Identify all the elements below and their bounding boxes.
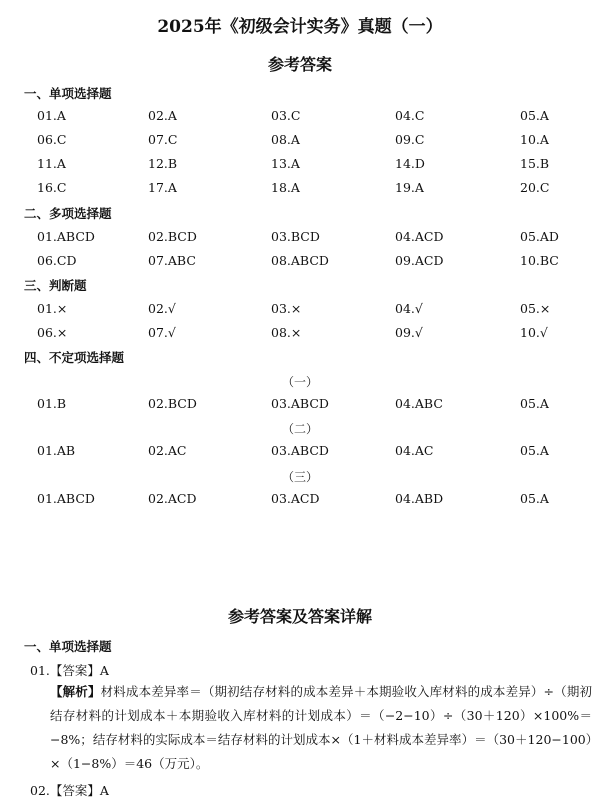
answer-cell: 07.√ — [148, 325, 176, 340]
answer-cell: 02.A — [148, 108, 177, 123]
q2-answer: 02.【答案】A — [30, 783, 109, 798]
exam-title: 2025年《初级会计实务》真题（一） — [157, 17, 443, 37]
answer-cell: 06.CD — [37, 253, 77, 268]
answer-cell: 01.AB — [37, 443, 76, 458]
answer-cell: 09.C — [395, 132, 425, 147]
group-label: （一） — [281, 375, 318, 389]
answer-cell: 02.BCD — [148, 396, 197, 411]
answer-cell: 02.AC — [148, 443, 187, 458]
answer-cell: 09.ACD — [395, 253, 444, 268]
answer-cell: 05.A — [520, 443, 549, 458]
single-row-4 — [0, 180, 600, 198]
answer-cell: 08.ABCD — [271, 253, 329, 268]
answer-cell: 04.C — [395, 108, 425, 123]
group-label: （二） — [281, 422, 318, 436]
answer-cell: 04.AC — [395, 443, 434, 458]
answer-cell: 12.B — [148, 156, 178, 171]
q1-answer: 01.【答案】A — [30, 663, 109, 678]
answer-cell: 06.C — [37, 132, 67, 147]
answer-cell: 08.A — [271, 132, 300, 147]
answer-cell: 03.BCD — [271, 229, 320, 244]
answer-cell: 05.A — [520, 491, 549, 506]
answer-cell: 01.ABCD — [37, 229, 95, 244]
indefinite-row-3 — [0, 491, 600, 509]
answer-cell: 14.D — [395, 156, 425, 171]
answer-cell: 04.ABD — [395, 491, 444, 506]
judge-row-2 — [0, 325, 600, 343]
answer-cell: 17.A — [148, 180, 177, 195]
answer-cell: 02.ACD — [148, 491, 197, 506]
answer-cell: 05.A — [520, 108, 549, 123]
q1-analysis — [50, 680, 592, 776]
answer-cell: 04.ABC — [395, 396, 443, 411]
answer-cell: 01.ABCD — [37, 491, 95, 506]
answer-cell: 13.A — [271, 156, 300, 171]
answer-cell: 05.× — [520, 301, 551, 316]
answer-cell: 04.√ — [395, 301, 423, 316]
answer-cell: 08.× — [271, 325, 302, 340]
answer-cell: 02.√ — [148, 301, 176, 316]
section-indefinite-choice: 四、不定项选择题 — [24, 350, 125, 365]
answer-cell: 07.ABC — [148, 253, 196, 268]
section-single-choice: 一、单项选择题 — [24, 86, 112, 101]
section-multiple-choice: 二、多项选择题 — [24, 206, 112, 221]
judge-row-1 — [0, 301, 600, 319]
answer-cell: 03.ABCD — [271, 443, 329, 458]
single-row-1 — [0, 108, 600, 126]
answer-cell: 01.× — [37, 301, 68, 316]
indefinite-row-1 — [0, 396, 600, 414]
section-true-false: 三、判断题 — [24, 278, 87, 293]
group-label: （三） — [281, 470, 318, 484]
answer-cell: 20.C — [520, 180, 550, 195]
answer-cell: 03.ACD — [271, 491, 320, 506]
answer-cell: 09.√ — [395, 325, 423, 340]
answer-cell: 04.ACD — [395, 229, 444, 244]
answer-cell: 06.× — [37, 325, 68, 340]
analysis-text: 材料成本差异率＝（期初结存材料的成本差异＋本期验收入库材料的成本差异）÷（期初结存材料的计划成本＋本期验收入库材料的计划成本）＝（−2−10）÷（30＋120）×100%＝−8%；结存材料的实际成本＝结存材料的计划成本×（1＋材料成本差异率）＝（30＋120−100）×（1−8%）＝46（万元）。 — [50, 684, 592, 771]
answer-cell: 01.B — [37, 396, 67, 411]
answer-cell: 05.A — [520, 396, 549, 411]
analysis-label: 【解析】 — [50, 684, 101, 699]
answer-cell: 02.BCD — [148, 229, 197, 244]
detail-section-single-choice: 一、单项选择题 — [24, 639, 112, 654]
answer-cell: 18.A — [271, 180, 300, 195]
answer-cell: 03.C — [271, 108, 301, 123]
answer-cell: 10.√ — [520, 325, 548, 340]
answer-cell: 03.× — [271, 301, 302, 316]
answer-cell: 10.A — [520, 132, 549, 147]
single-row-3 — [0, 156, 600, 174]
answer-cell: 19.A — [395, 180, 424, 195]
answer-cell: 05.AD — [520, 229, 559, 244]
single-row-2 — [0, 132, 600, 150]
answer-cell: 07.C — [148, 132, 178, 147]
detail-heading: 参考答案及答案详解 — [227, 607, 372, 626]
answer-cell: 11.A — [37, 156, 66, 171]
answer-cell: 03.ABCD — [271, 396, 329, 411]
multiple-row-1 — [0, 229, 600, 247]
answer-cell: 01.A — [37, 108, 66, 123]
multiple-row-2 — [0, 253, 600, 271]
indefinite-row-2 — [0, 443, 600, 461]
answer-cell: 16.C — [37, 180, 67, 195]
answer-cell: 10.BC — [520, 253, 559, 268]
answer-heading: 参考答案 — [267, 55, 332, 74]
answer-cell: 15.B — [520, 156, 550, 171]
